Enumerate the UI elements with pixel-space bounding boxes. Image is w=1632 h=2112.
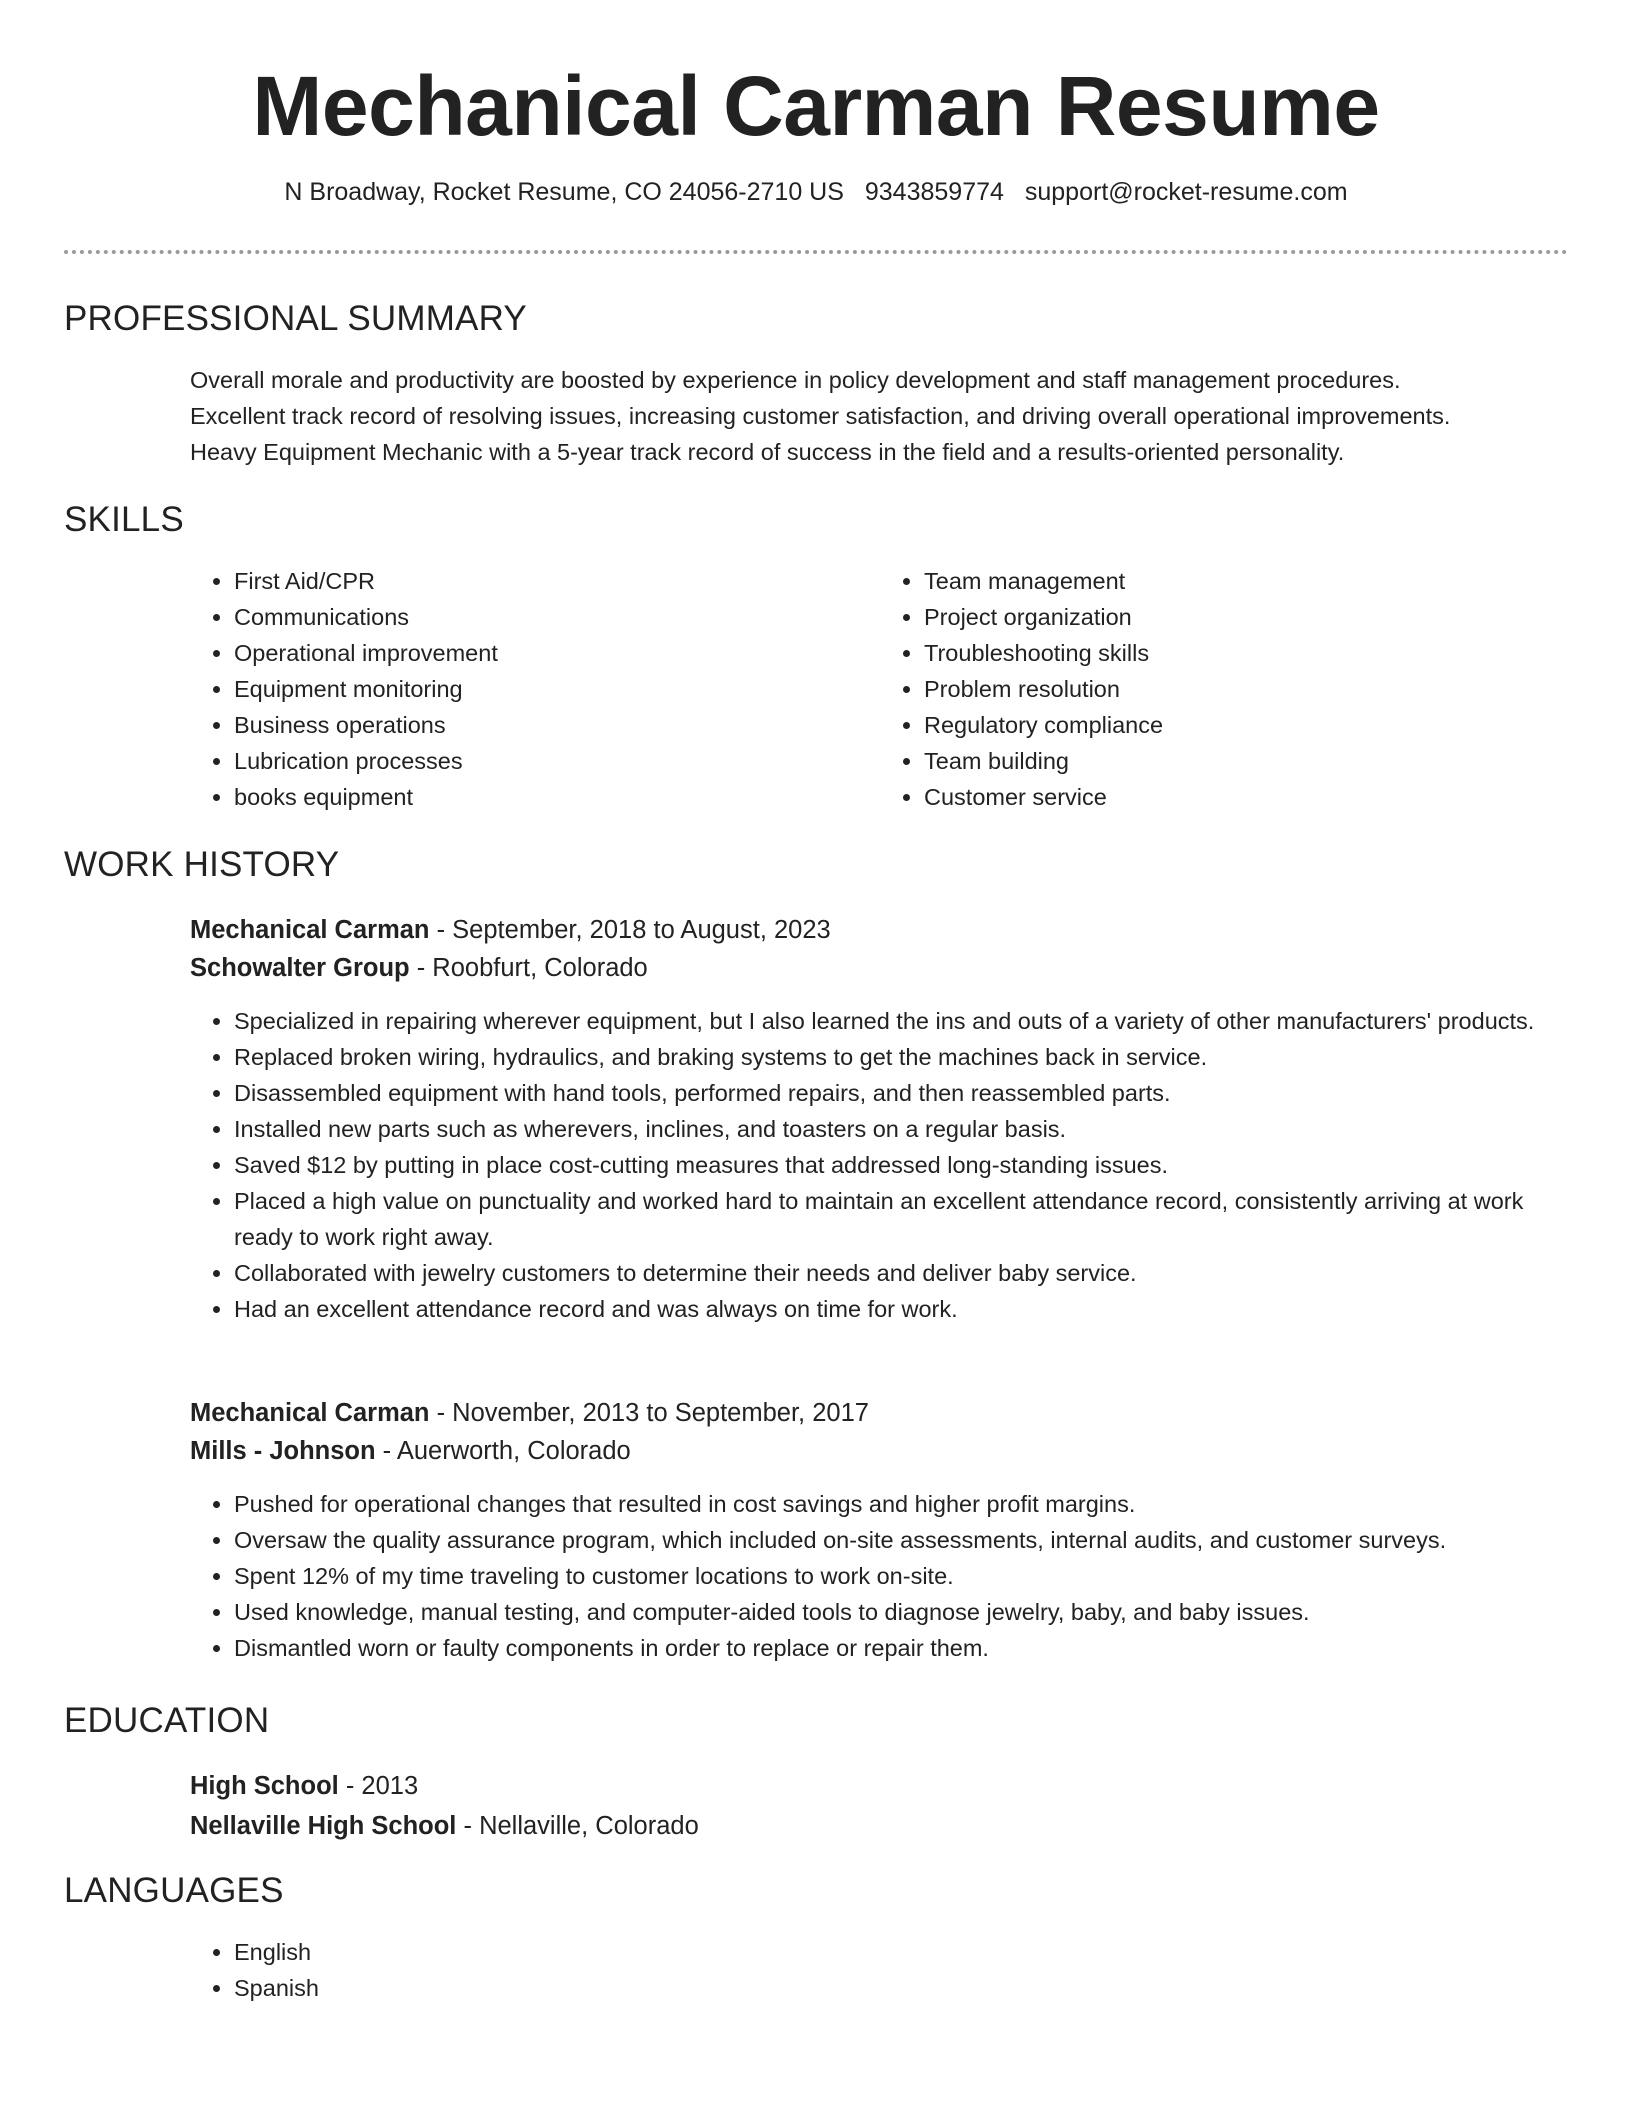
contact-address: N Broadway, Rocket Resume, CO 24056-2710 US — [284, 178, 844, 206]
skill-item: • Project organization — [924, 599, 1570, 635]
job-title-line — [190, 1394, 1570, 1432]
skill-item: • Troubleshooting skills — [924, 635, 1570, 671]
job-bullets — [190, 1003, 1560, 1327]
skill-item: • Equipment monitoring — [234, 671, 880, 707]
job-bullet: • Placed a high value on punctuality and worked hard to maintain an excellent attendance record, consistently arriving at work ready to work right away. — [234, 1183, 1560, 1255]
contact-email: support@rocket-resume.com — [1024, 178, 1348, 206]
job-entry — [190, 911, 1570, 987]
skill-item: • Regulatory compliance — [924, 707, 1570, 743]
contact-line — [64, 176, 1568, 208]
language-item: • English — [234, 1934, 1570, 1970]
job-entry — [190, 1394, 1570, 1470]
job-bullet: • Used knowledge, manual testing, and computer-aided tools to diagnose jewelry, baby, and baby issues. — [234, 1594, 1560, 1630]
skill-item: • Business operations — [234, 707, 880, 743]
education-entry — [190, 1767, 1570, 1845]
skill-item: • Operational improvement — [234, 635, 880, 671]
job-dates: - November, 2013 to September, 2017 — [429, 1399, 869, 1427]
skill-item: • Communications — [234, 599, 880, 635]
skill-item: • books equipment — [234, 779, 880, 815]
job-bullet: • Dismantled worn or faulty components in order to replace or repair them. — [234, 1630, 1560, 1666]
skill-item: • Team building — [924, 743, 1570, 779]
skill-item: • First Aid/CPR — [234, 563, 880, 599]
job-bullet: • Pushed for operational changes that resulted in cost savings and higher profit margins. — [234, 1486, 1560, 1522]
education-degree: High School — [190, 1772, 339, 1800]
languages-heading: LANGUAGES — [64, 1871, 284, 1910]
job-bullet: • Disassembled equipment with hand tools, performed repairs, and then reassembled parts. — [234, 1075, 1560, 1111]
resume-title: Mechanical Carman Resume — [252, 59, 1380, 153]
skill-item: • Team management — [924, 563, 1570, 599]
education-school-line — [190, 1807, 1570, 1845]
job-title-line — [190, 911, 1570, 949]
skill-item: • Customer service — [924, 779, 1570, 815]
job-company-line — [190, 1432, 1570, 1470]
job-company: Mills - Johnson — [190, 1437, 376, 1465]
skills-column-right — [880, 563, 1570, 815]
job-bullet: • Oversaw the quality assurance program, which included on-site assessments, internal audits, and customer surveys. — [234, 1522, 1560, 1558]
job-bullet: • Had an excellent attendance record and was always on time for work. — [234, 1291, 1560, 1327]
summary-line: Heavy Equipment Mechanic with a 5-year track record of success in the field and a results-oriented personality. — [190, 439, 1345, 465]
job-bullet: • Installed new parts such as wherevers, inclines, and toasters on a regular basis. — [234, 1111, 1560, 1147]
job-bullet: • Spent 12% of my time traveling to customer locations to work on-site. — [234, 1558, 1560, 1594]
work-heading: WORK HISTORY — [64, 845, 340, 884]
job-bullets — [190, 1486, 1560, 1666]
skills-heading: SKILLS — [64, 500, 184, 539]
job-title: Mechanical Carman — [190, 916, 430, 944]
education-heading: EDUCATION — [64, 1701, 270, 1740]
education-school: Nellaville High School — [190, 1812, 457, 1840]
job-bullet: • Specialized in repairing wherever equipment, but I also learned the ins and outs of a variety of other manufacturers' products. — [234, 1003, 1560, 1039]
education-year: - 2013 — [338, 1772, 419, 1800]
job-bullet: • Collaborated with jewelry customers to determine their needs and deliver baby service. — [234, 1255, 1560, 1291]
summary-line: Overall morale and productivity are boosted by experience in policy development and staff management procedures. — [190, 367, 1401, 393]
summary-text — [190, 362, 1570, 470]
education-location: - Nellaville, Colorado — [456, 1812, 699, 1840]
summary-line: Excellent track record of resolving issues, increasing customer satisfaction, and driving overall operational improvements. — [190, 403, 1451, 429]
skill-item: • Problem resolution — [924, 671, 1570, 707]
skills-column-left — [190, 563, 880, 815]
job-location: - Roobfurt, Colorado — [409, 954, 648, 982]
contact-phone: 9343859774 — [864, 178, 1004, 206]
languages-list — [190, 1934, 1570, 2006]
skill-item: • Lubrication processes — [234, 743, 880, 779]
job-company: Schowalter Group — [190, 954, 410, 982]
education-degree-line — [190, 1767, 1570, 1805]
header-divider — [64, 250, 1568, 254]
summary-heading: PROFESSIONAL SUMMARY — [64, 299, 527, 338]
job-bullet: • Replaced broken wiring, hydraulics, and braking systems to get the machines back in service. — [234, 1039, 1560, 1075]
job-title: Mechanical Carman — [190, 1399, 430, 1427]
job-location: - Auerworth, Colorado — [375, 1437, 631, 1465]
skills-list — [190, 563, 1570, 815]
resume-page — [64, 0, 1568, 2001]
language-item: • Spanish — [234, 1970, 1570, 2006]
job-bullet: • Saved $12 by putting in place cost-cutting measures that addressed long-standing issues. — [234, 1147, 1560, 1183]
job-company-line — [190, 949, 1570, 987]
job-dates: - September, 2018 to August, 2023 — [429, 916, 831, 944]
